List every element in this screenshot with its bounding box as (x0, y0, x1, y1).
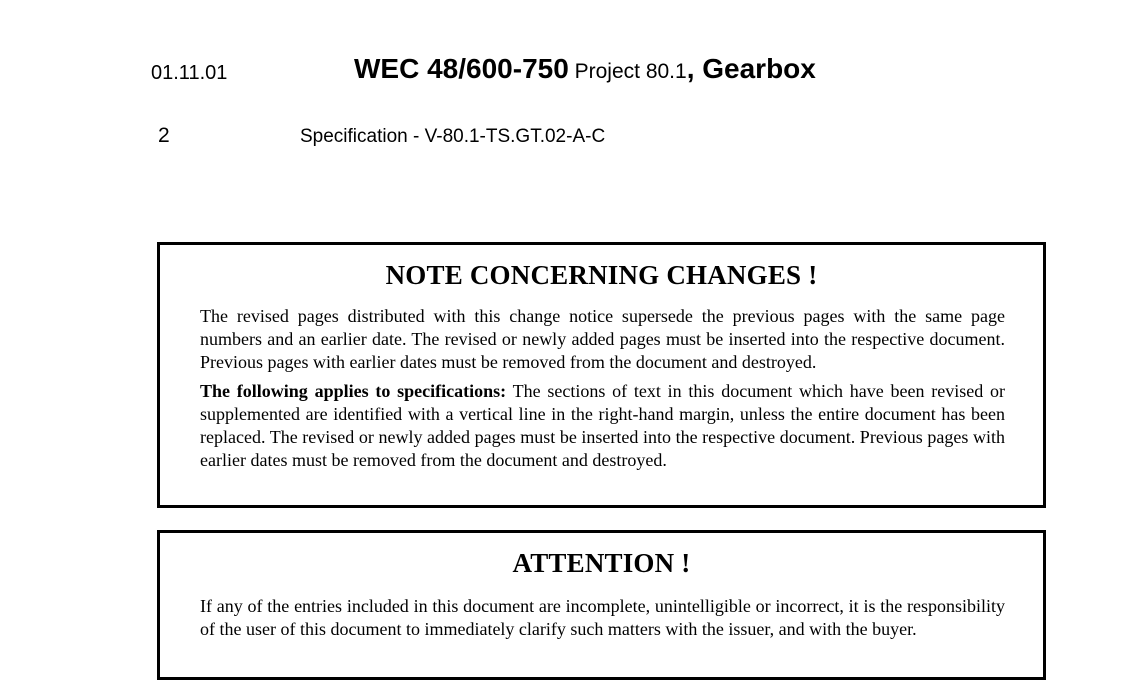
document-date: 01.11.01 (151, 62, 228, 84)
attention-heading: ATTENTION ! (512, 548, 691, 578)
specifications-lead: The following applies to specifications: (200, 381, 507, 401)
specification-id: Specification - V-80.1-TS.GT.02-A-C (300, 126, 606, 147)
title-main: WEC 48/600-750 (354, 53, 569, 84)
specifications-text: The sections of text in this document which have been revised or supplemented are identified with a vertical line in the right-hand margin, unless the entire document has been replaced. The revised or newly added pages must be inserted into the respective document. Previous pages with earlier dates must be removed from the document and destroyed. (200, 381, 1005, 470)
title-suffix: , Gearbox (686, 53, 816, 84)
note-changes-paragraph-1: The revised pages distributed with this change notice supersede the previous pages with the same page numbers and an earlier date. The revised or newly added pages must be inserted into the respective document. Previous pages with earlier dates must be removed from the document and destroyed. (200, 306, 1005, 372)
page-number: 2 (158, 124, 170, 147)
attention-paragraph: If any of the entries included in this document are incomplete, unintelligible or incorrect, it is the responsibility of the user of this document to immediately clarify such matters with the issuer, and with the buyer. (200, 596, 1005, 639)
attention-box (157, 530, 1046, 680)
note-changes-paragraph-2 (200, 380, 1005, 472)
note-changes-heading: NOTE CONCERNING CHANGES ! (385, 260, 818, 290)
note-changes-box (157, 242, 1046, 508)
title-project: Project 80.1 (568, 60, 687, 83)
document-title (354, 53, 816, 85)
